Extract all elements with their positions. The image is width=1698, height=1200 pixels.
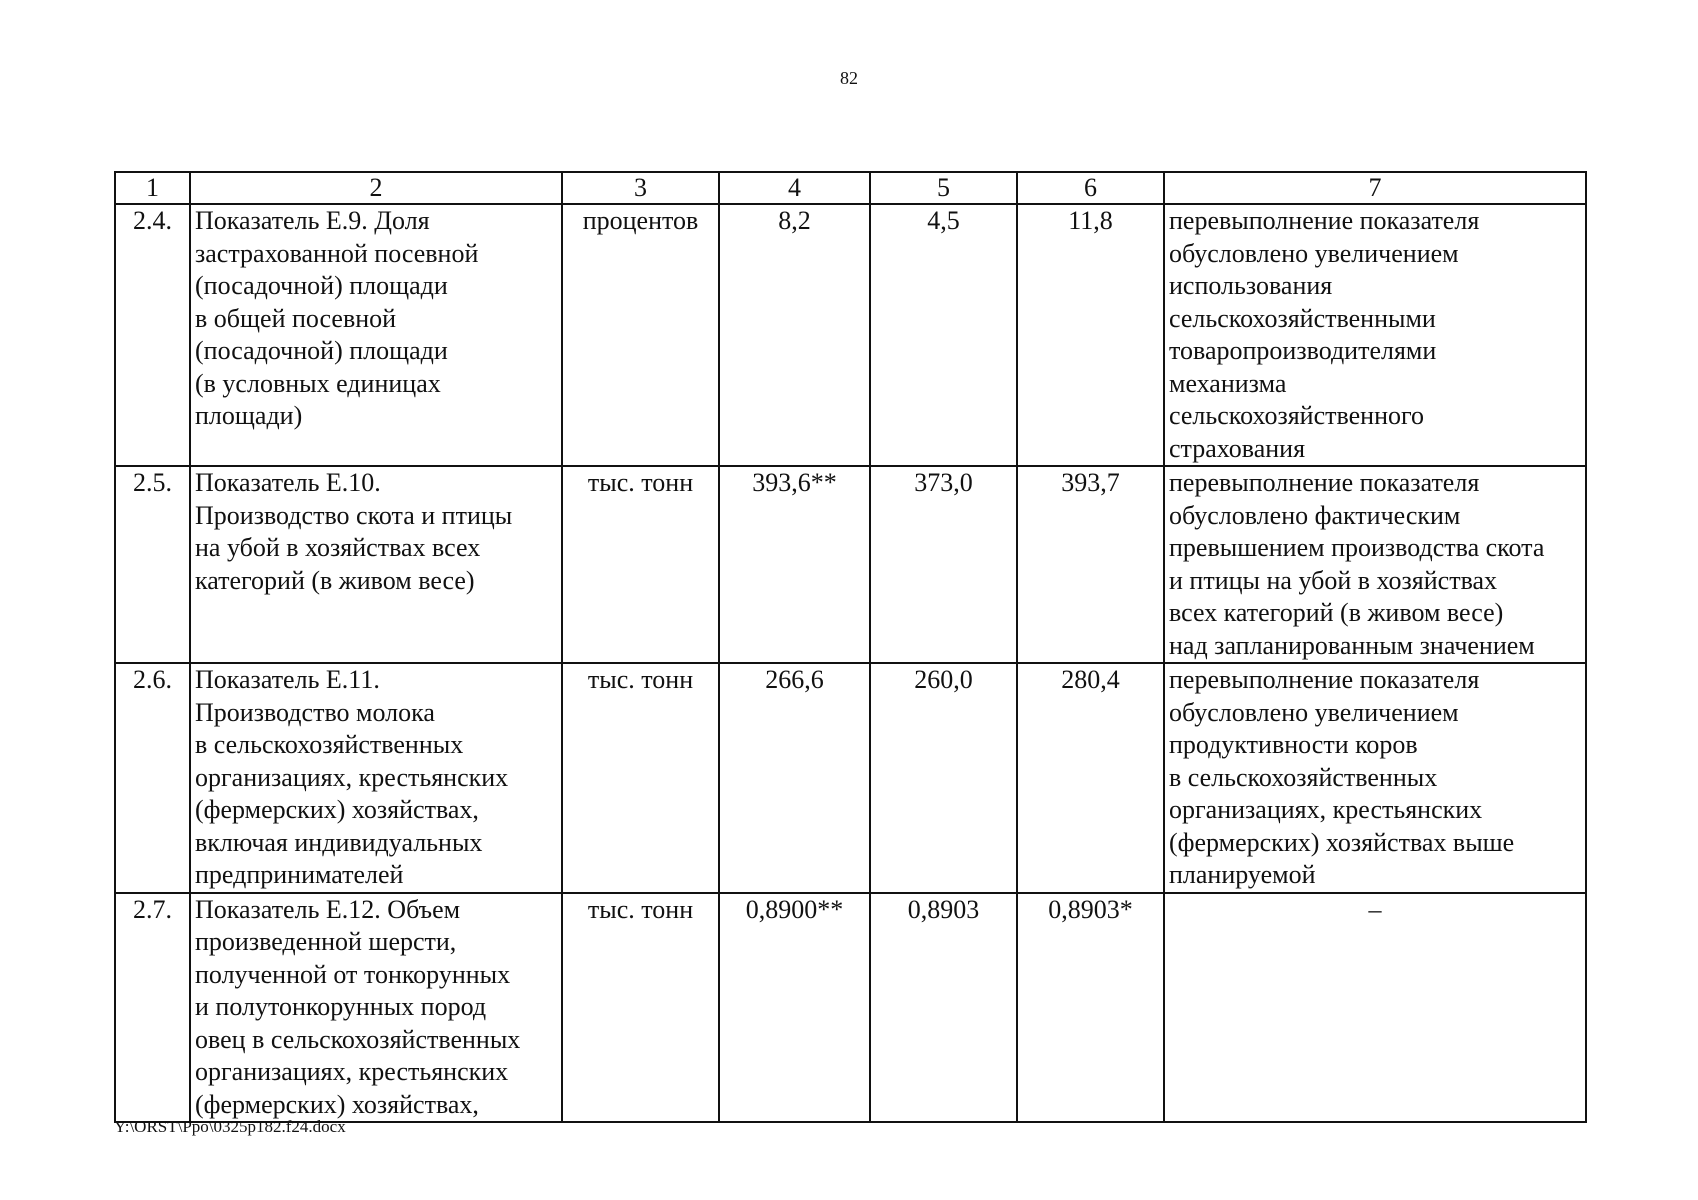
value-cell: 0,8903* (1017, 893, 1164, 1123)
column-header: 7 (1164, 172, 1586, 204)
text-line: в общей посевной (195, 303, 397, 333)
text-line: товаропроизводителями (1169, 336, 1437, 365)
text-line: организациях, крестьянских (195, 1057, 509, 1086)
text-line: (посадочной) площади (195, 336, 448, 365)
file-path-footer: Y:\ORST\Ppo\0325p182.f24.docx (114, 1117, 346, 1136)
note-cell (1164, 204, 1586, 466)
table-row (115, 663, 1586, 893)
text-line: (фермерских) хозяйствах выше (1169, 827, 1515, 857)
value-cell: 266,6 (719, 663, 870, 893)
unit-cell: процентов (562, 204, 719, 466)
text-line: и птицы на убой в хозяйствах (1169, 565, 1498, 595)
text-line: произведенной шерсти, (195, 927, 457, 956)
table-row (115, 466, 1586, 663)
text-line: перевыполнение показателя (1169, 665, 1480, 694)
column-header: 3 (562, 172, 719, 204)
text-line: предпринимателей (195, 860, 404, 889)
text-line: Производство молока (195, 697, 435, 727)
value-cell: 0,8903 (870, 893, 1017, 1123)
text-line: Показатель Е.11. (195, 665, 380, 694)
indicator-name (190, 204, 562, 466)
page-number: 82 (840, 68, 858, 88)
text-line: механизма (1169, 368, 1287, 398)
text-line: в сельскохозяйственных (195, 730, 464, 759)
value-cell: 280,4 (1017, 663, 1164, 893)
column-header: 2 (190, 172, 562, 204)
text-line: превышением производства скота (1169, 533, 1545, 562)
text-line: планируемой (1169, 860, 1316, 889)
text-line: (фермерских) хозяйствах, (195, 1089, 479, 1119)
text-line: полученной от тонкорунных (195, 959, 511, 989)
unit-cell: тыс. тонн (562, 893, 719, 1123)
text-line: обусловлено увеличением (1169, 697, 1459, 727)
note-cell (1164, 663, 1586, 893)
text-line: продуктивности коров (1169, 730, 1418, 759)
table-row (115, 204, 1586, 466)
note-cell: – (1164, 893, 1586, 1123)
row-number: 2.5. (115, 466, 190, 663)
text-line: (фермерских) хозяйствах, (195, 795, 479, 824)
text-line: использования (1169, 271, 1333, 300)
column-header: 5 (870, 172, 1017, 204)
text-line: обусловлено увеличением (1169, 238, 1459, 268)
text-line: обусловлено фактическим (1169, 500, 1461, 530)
indicator-name (190, 893, 562, 1123)
unit-cell: тыс. тонн (562, 663, 719, 893)
text-line: и полутонкорунных пород (195, 992, 487, 1021)
text-line: (в условных единицах (195, 368, 441, 398)
text-line: организациях, крестьянских (195, 762, 509, 792)
value-cell: 4,5 (870, 204, 1017, 466)
table-header-row (115, 172, 1586, 204)
text-line: застрахованной посевной (195, 238, 479, 268)
text-line: Показатель Е.9. Доля (195, 206, 430, 235)
text-line: всех категорий (в живом весе) (1169, 598, 1504, 627)
row-number: 2.4. (115, 204, 190, 466)
value-cell: 393,6** (719, 466, 870, 663)
value-cell: 8,2 (719, 204, 870, 466)
text-line: в сельскохозяйственных (1169, 762, 1438, 792)
unit-cell: тыс. тонн (562, 466, 719, 663)
text-line: сельскохозяйственными (1169, 303, 1436, 333)
text-line: на убой в хозяйствах всех (195, 533, 481, 562)
indicator-name (190, 466, 562, 663)
column-header: 4 (719, 172, 870, 204)
text-line: Производство скота и птицы (195, 500, 513, 530)
indicator-name (190, 663, 562, 893)
text-line: страхования (1169, 433, 1306, 463)
value-cell: 393,7 (1017, 466, 1164, 663)
text-line: овец в сельскохозяйственных (195, 1024, 521, 1054)
text-line: сельскохозяйственного (1169, 401, 1424, 430)
row-number: 2.6. (115, 663, 190, 893)
value-cell: 260,0 (870, 663, 1017, 893)
value-cell: 11,8 (1017, 204, 1164, 466)
text-line: включая индивидуальных (195, 827, 483, 857)
value-cell: 0,8900** (719, 893, 870, 1123)
text-line: Показатель Е.10. (195, 468, 381, 497)
column-header: 6 (1017, 172, 1164, 204)
text-line: перевыполнение показателя (1169, 468, 1480, 497)
text-line: организациях, крестьянских (1169, 795, 1483, 824)
text-line: над запланированным значением (1169, 630, 1535, 660)
text-line: (посадочной) площади (195, 271, 448, 300)
note-cell (1164, 466, 1586, 663)
text-line: категорий (в живом весе) (195, 565, 475, 595)
indicators-table (114, 171, 1587, 1123)
table-row (115, 893, 1586, 1123)
text-line: площади) (195, 401, 303, 430)
value-cell: 373,0 (870, 466, 1017, 663)
column-header: 1 (115, 172, 190, 204)
row-number: 2.7. (115, 893, 190, 1123)
text-line: Показатель Е.12. Объем (195, 894, 461, 924)
text-line: перевыполнение показателя (1169, 206, 1480, 235)
